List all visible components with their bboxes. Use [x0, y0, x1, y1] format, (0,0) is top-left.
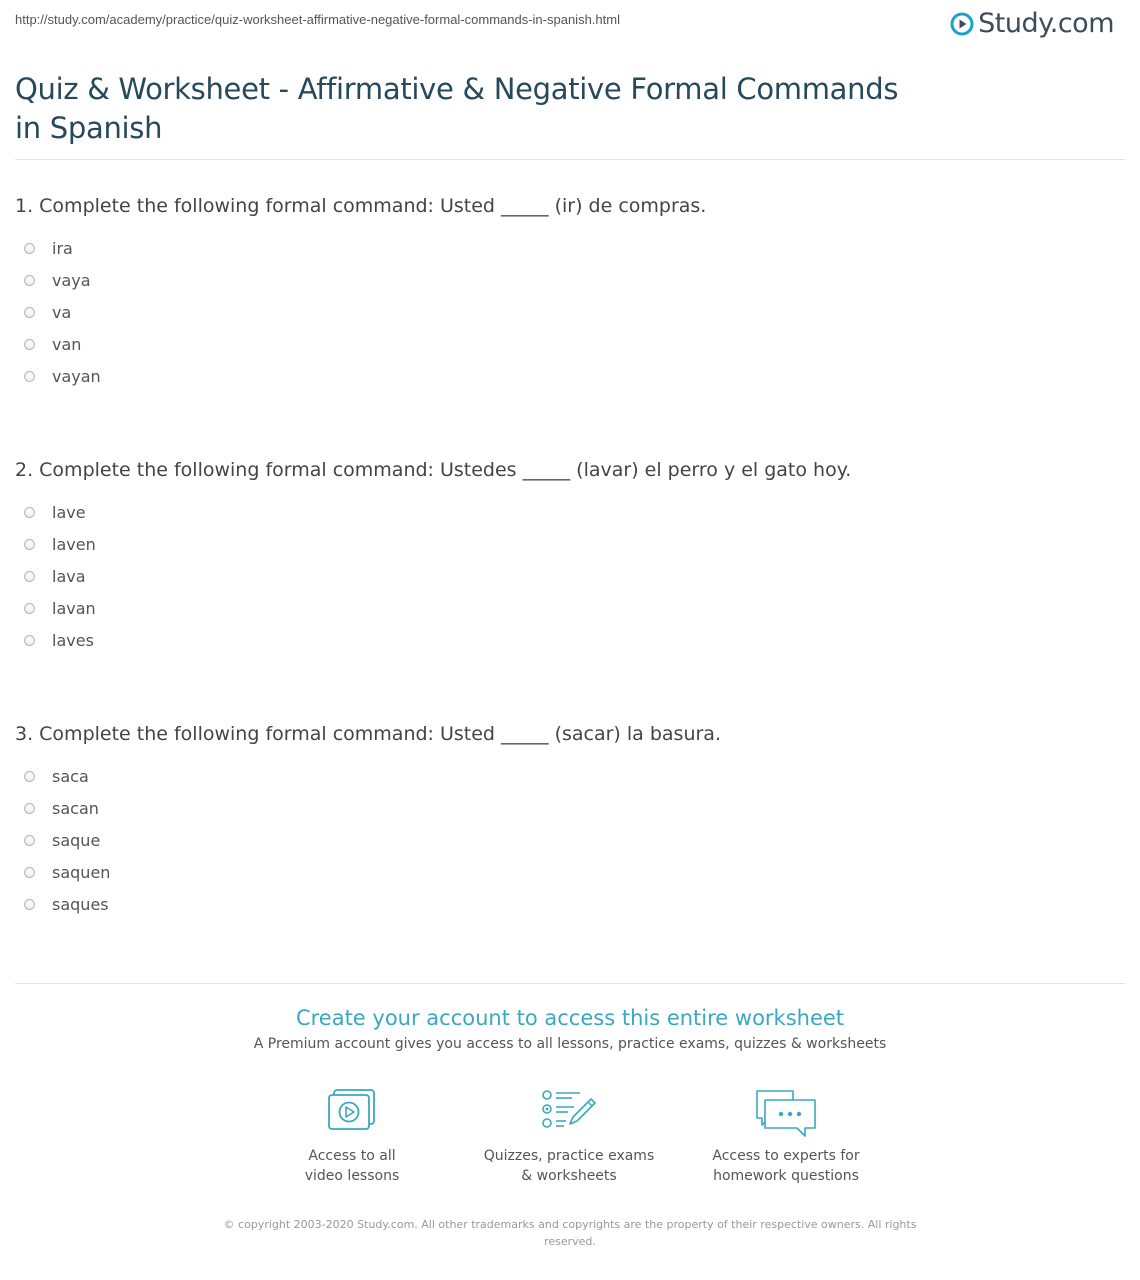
answer-option[interactable] — [15, 356, 1115, 396]
question-text: 1. Complete the following formal command: Usted _____ (ir) de compras. — [15, 195, 707, 217]
quiz-checklist-icon — [540, 1088, 598, 1138]
premium-description: A Premium account gives you access to all lessons, practice exams, quizzes & worksheets — [253, 1036, 887, 1052]
answer-option[interactable] — [15, 884, 1115, 924]
cta-divider — [15, 983, 1125, 984]
answer-label: saquen — [52, 862, 111, 882]
answer-label: saques — [52, 894, 109, 914]
radio-button[interactable] — [24, 803, 35, 814]
radio-button[interactable] — [24, 507, 35, 518]
chat-bubbles-icon — [753, 1088, 819, 1144]
create-account-link[interactable]: Create your account to access this entire worksheet — [295, 1006, 845, 1030]
answer-label: lave — [52, 502, 86, 522]
question-1 — [15, 194, 1115, 396]
answer-label: lava — [52, 566, 86, 586]
answer-options — [15, 756, 1115, 924]
answer-label: van — [52, 334, 82, 354]
video-lessons-icon — [326, 1088, 378, 1138]
answer-options — [15, 492, 1115, 660]
study-logo[interactable] — [950, 8, 1114, 39]
answer-label: saca — [52, 766, 89, 786]
feature-line: Access to experts for — [712, 1148, 860, 1164]
title-divider — [15, 159, 1125, 160]
radio-button[interactable] — [24, 867, 35, 878]
feature-line: Quizzes, practice exams — [483, 1148, 655, 1164]
feature-line: & worksheets — [521, 1168, 617, 1184]
answer-label: laves — [52, 630, 94, 650]
radio-button[interactable] — [24, 635, 35, 646]
radio-button[interactable] — [24, 275, 35, 286]
radio-button[interactable] — [24, 603, 35, 614]
radio-button[interactable] — [24, 899, 35, 910]
radio-button[interactable] — [24, 243, 35, 254]
play-circle-icon — [950, 12, 974, 36]
radio-button[interactable] — [24, 539, 35, 550]
feature-line: Access to all — [308, 1148, 396, 1164]
answer-label: va — [52, 302, 72, 322]
copyright-notice: © copyright 2003-2020 Study.com. All other trademarks and copyrights are the property of their respective owners. All rights reserved. — [223, 1218, 917, 1248]
page-url: http://study.com/academy/practice/quiz-worksheet-affirmative-negative-formal-commands-in-spanish.html — [15, 12, 620, 27]
radio-button[interactable] — [24, 371, 35, 382]
answer-option[interactable] — [15, 620, 1115, 660]
answer-label: lavan — [52, 598, 96, 618]
answer-label: vaya — [52, 270, 91, 290]
question-text: 3. Complete the following formal command: Usted _____ (sacar) la basura. — [15, 723, 721, 745]
feature-line: homework questions — [713, 1168, 859, 1184]
radio-button[interactable] — [24, 771, 35, 782]
feature-experts — [686, 1088, 886, 1186]
feature-line: video lessons — [304, 1168, 400, 1184]
question-3 — [15, 722, 1115, 924]
answer-label: ira — [52, 238, 73, 258]
answer-label: laven — [52, 534, 96, 554]
radio-button[interactable] — [24, 835, 35, 846]
radio-button[interactable] — [24, 571, 35, 582]
page-title: Quiz & Worksheet - Affirmative & Negative Formal Commands in Spanish — [15, 72, 899, 145]
radio-button[interactable] — [24, 339, 35, 350]
answer-options — [15, 228, 1115, 396]
answer-label: vayan — [52, 366, 101, 386]
question-text: 2. Complete the following formal command: Ustedes _____ (lavar) el perro y el gato hoy. — [15, 459, 852, 481]
question-2 — [15, 458, 1115, 660]
feature-quizzes — [469, 1088, 669, 1186]
answer-label: saque — [52, 830, 101, 850]
radio-button[interactable] — [24, 307, 35, 318]
logo-text: Study.com — [978, 8, 1114, 39]
answer-label: sacan — [52, 798, 99, 818]
feature-video-lessons — [252, 1088, 452, 1186]
